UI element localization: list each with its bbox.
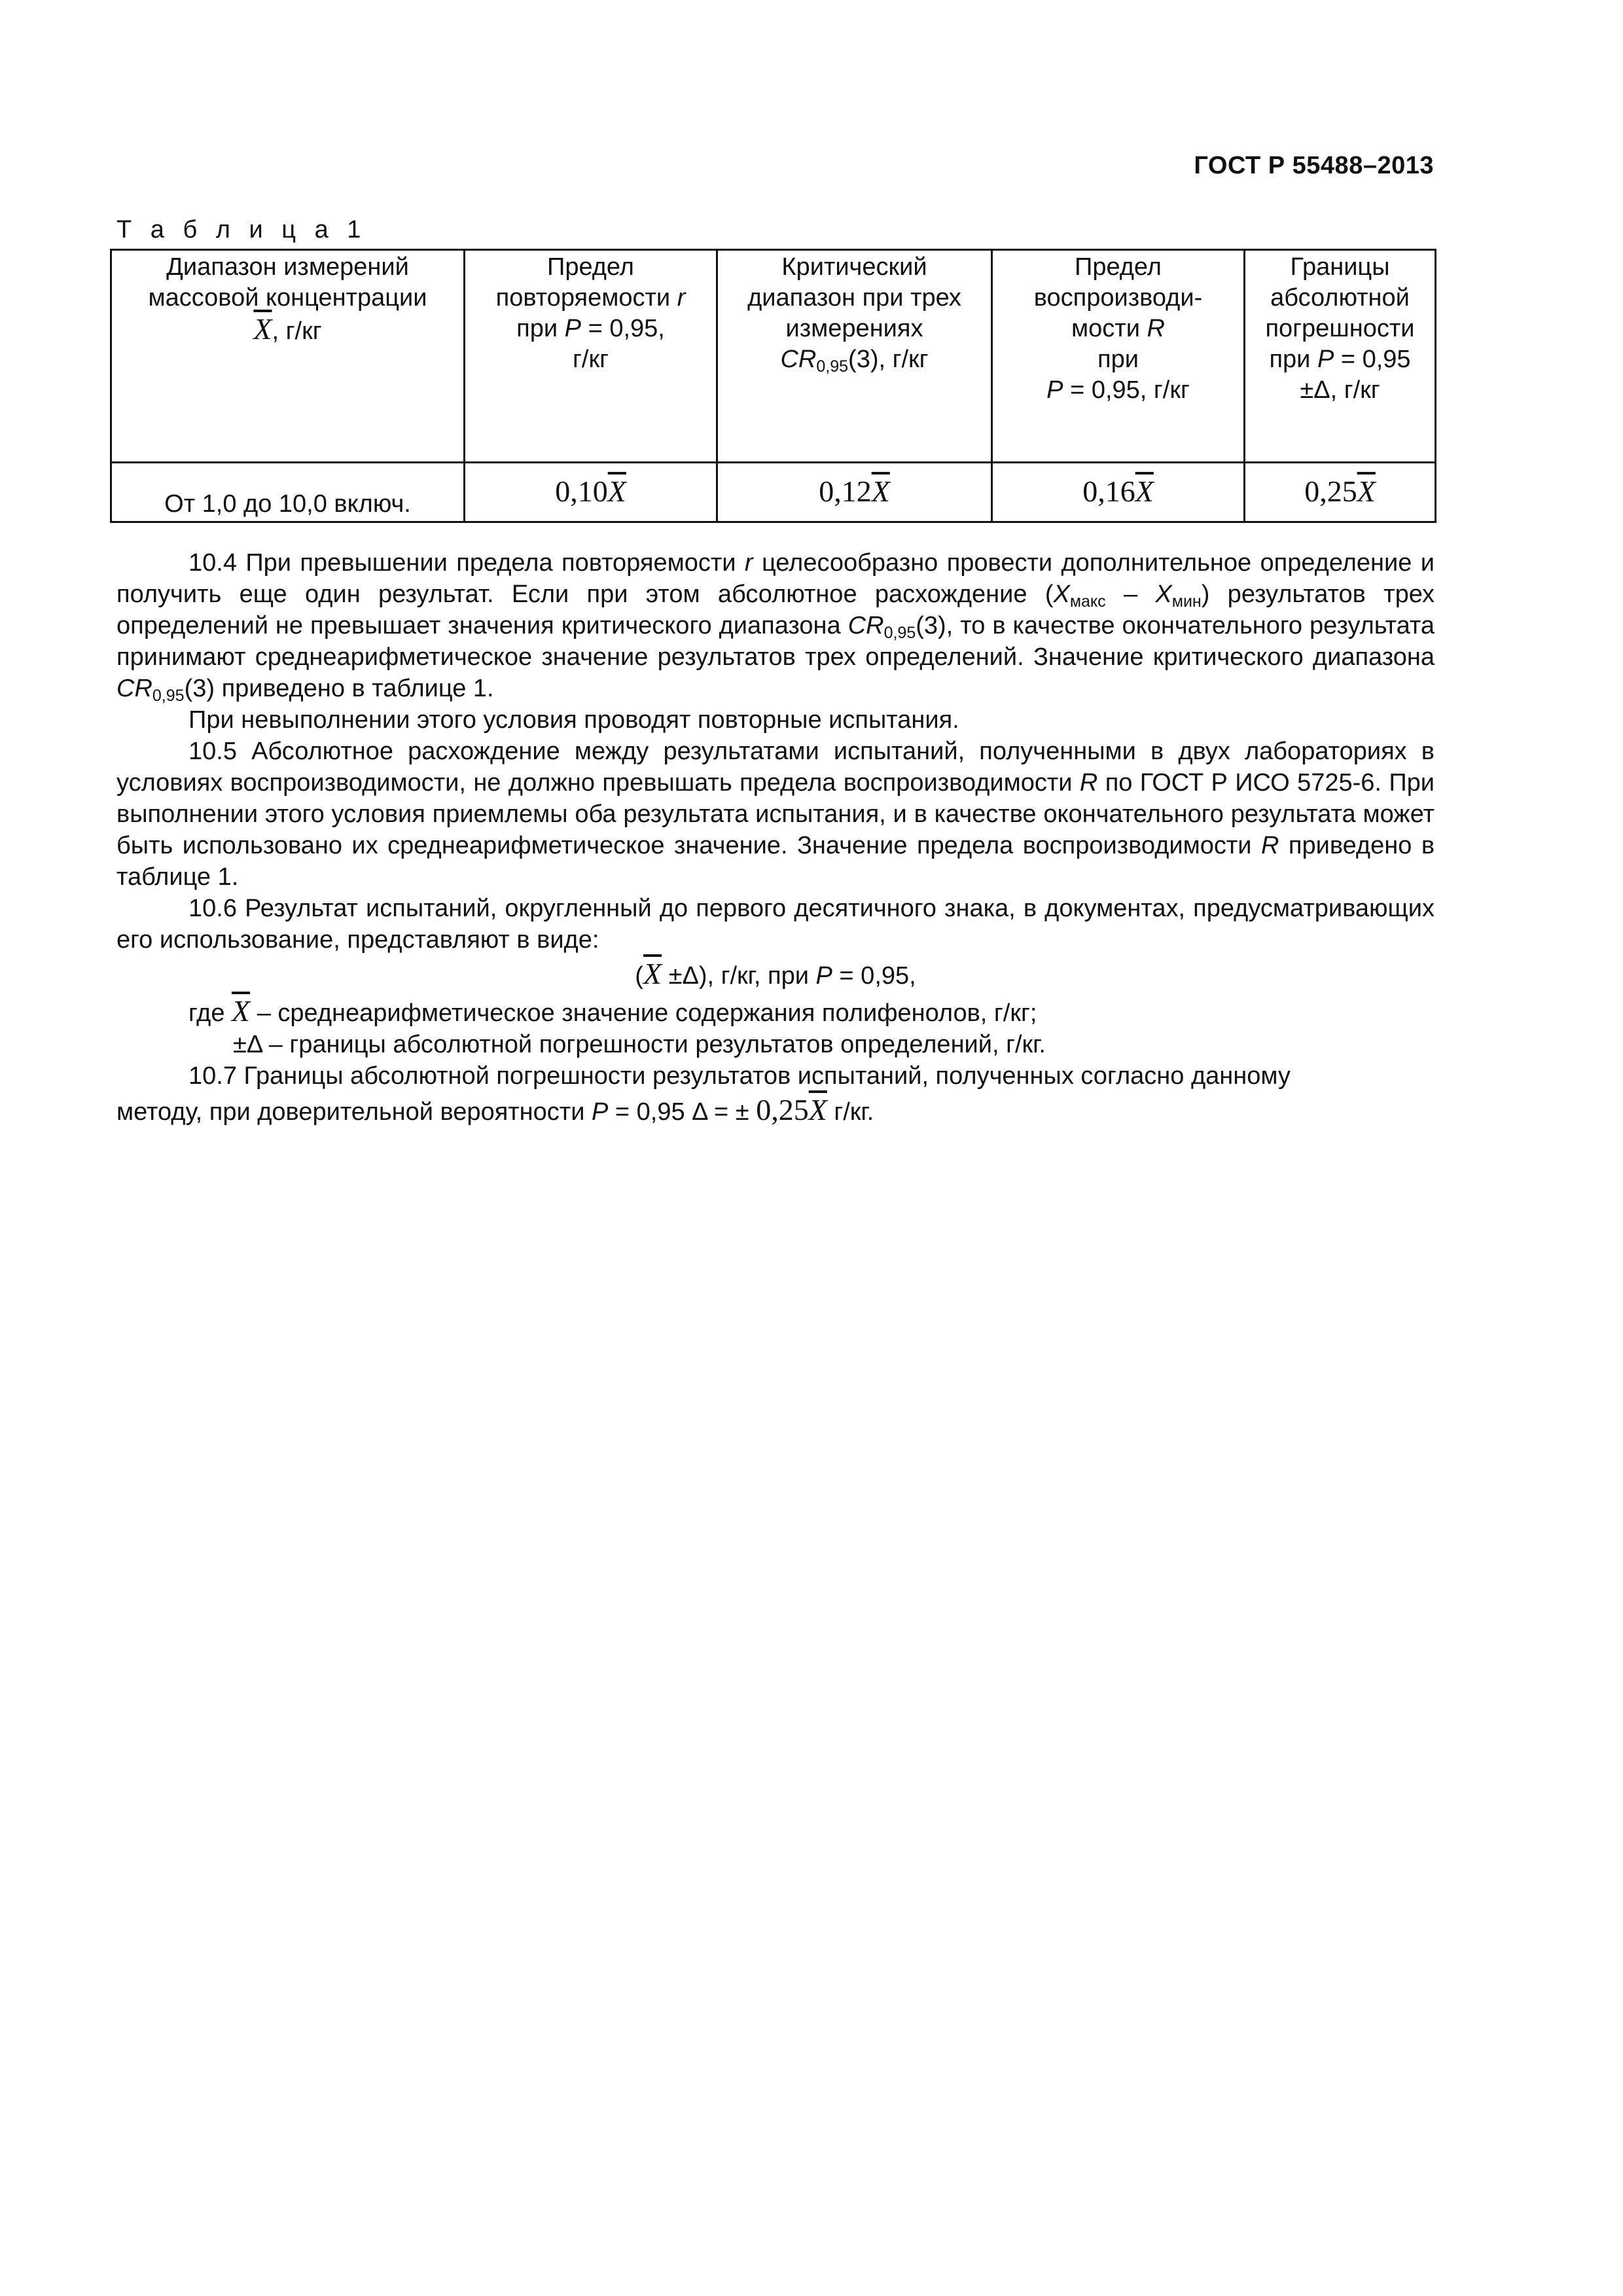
paragraph-10-6: 10.6 Результат испытаний, округленный до первого десятичного знака, в документах, предусматривающих его использование, представляют в виде:	[116, 895, 1435, 954]
formula-legend-mean: где $\overline{X}$ – среднеарифметическое значение содержания полифенолов, г/кг;	[188, 994, 1037, 1028]
header-repeatability-limit: Предел повторяемости r при P = 0,95, г/кг	[465, 250, 717, 463]
paragraph-10-5: 10.5 Абсолютное расхождение между результатами испытаний, полученными в двух лабораториях в условиях воспроизводимости, не должно превышать предела воспроизводимости R по ГОСТ Р ИСО 5725-6. При выполнении этого условия приемлемы оба результата испытания, и в качестве окончательного результата может быть использовано их среднеарифметическое значение. Значение предела воспроизводимости R приведено в таблице 1.	[116, 738, 1435, 891]
paragraph-10-4-note: При невыполнении этого условия проводят повторные испытания.	[188, 706, 959, 734]
cell-critical-range: $0,12\overline{X}$	[717, 463, 992, 522]
cell-reproducibility: $0,16\overline{X}$	[992, 463, 1245, 522]
paragraph-10-7-end: методу, при доверительной вероятности P = 0,95 Δ = ± $0,25\overline{X}$ г/кг.	[116, 1093, 874, 1126]
paragraph-10-4: 10.4 При превышении предела повторяемости r целесообразно провести дополнительное определение и получить еще один результат. Если при этом абсолютное расхождение $(X_{макс} - X_{мин})$ результатов трех определений не превышает значения критического диапазона $CR_{0,95}(3)$, то в качестве окончательного результата принимают среднеарифметическое значение результатов трех определений. Значение критического диапазона $CR_{0,95}(3)$ приведено в таблице 1.	[116, 549, 1435, 705]
document-body	[116, 547, 1435, 1128]
cell-repeatability: $0,10\overline{X}$	[465, 463, 717, 522]
header-measurement-range: Диапазон измерений массовой концентрации $\overline{X}$, г/кг	[111, 250, 465, 463]
table-header-row	[111, 250, 1436, 463]
standard-designation: ГОСТ Р 55488–2013	[1194, 152, 1434, 179]
table-row	[111, 463, 1436, 522]
cell-range: От 1,0 до 10,0 включ.	[111, 463, 465, 522]
cell-error-bounds: $0,25\overline{X}$	[1245, 463, 1436, 522]
header-error-bounds: Границы абсолютной погрешности при P = 0,95 ±Δ, г/кг	[1245, 250, 1436, 463]
result-formula: $(\overline{X} \pm\Delta)$, г/кг, при P = 0,95,	[635, 957, 916, 990]
header-critical-range: Критический диапазон при трех измерениях $CR_{0,95}(3)$, г/кг	[717, 250, 992, 463]
measurement-table	[110, 249, 1436, 523]
formula-legend-delta: ±Δ – границы абсолютной погрешности результатов определений, г/кг.	[233, 1031, 1046, 1058]
table-caption: Т а б л и ц а 1	[116, 216, 367, 243]
header-reproducibility-limit: Предел воспроизводи- мости R при P = 0,95, г/кг	[992, 250, 1245, 463]
paragraph-10-7: 10.7 Границы абсолютной погрешности результатов испытаний, полученных согласно данному	[188, 1062, 1291, 1090]
x-mean-symbol: $\overline{X}$	[253, 312, 272, 346]
